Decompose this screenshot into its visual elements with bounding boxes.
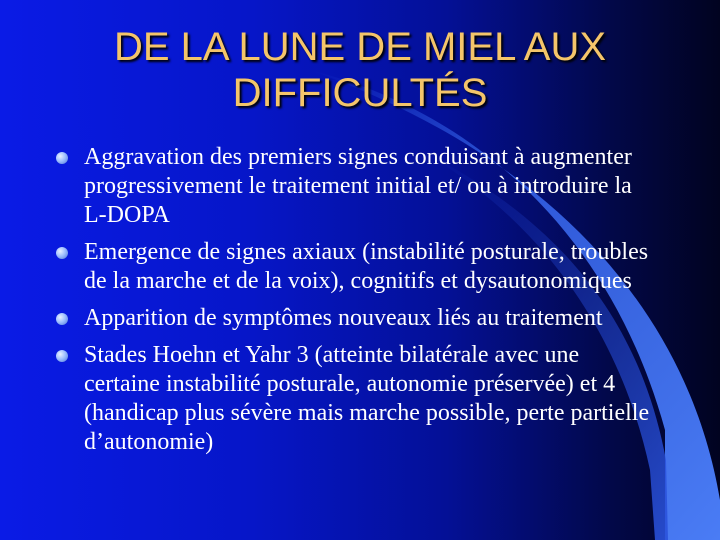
bullet-icon bbox=[56, 152, 68, 164]
list-item bbox=[56, 304, 656, 333]
bullet-text: Apparition de symptômes nouveaux liés au traitement bbox=[84, 305, 603, 331]
bullet-list bbox=[56, 143, 656, 465]
list-item bbox=[56, 341, 656, 457]
bullet-text: Emergence de signes axiaux (instabilité posturale, troubles de la marche et de la voix), cognitifs et dysautonomiques bbox=[84, 239, 649, 294]
bullet-icon bbox=[56, 350, 68, 362]
bullet-text: Aggravation des premiers signes conduisant à augmenter progressivement le traitement initial et/ ou à introduire la L-DOPA bbox=[84, 144, 632, 228]
bullet-icon bbox=[56, 247, 68, 259]
bullet-text: Stades Hoehn et Yahr 3 (atteinte bilatérale avec une certaine instabilité posturale, autonomie préservée) et 4 (handicap plus sévère mais marche possible, perte partielle d’autonomie) bbox=[84, 342, 650, 455]
slide-title: DE LA LUNE DE MIEL AUX DIFFICULTÉS bbox=[113, 25, 607, 115]
list-item bbox=[56, 143, 656, 230]
bullet-icon bbox=[56, 313, 68, 325]
list-item bbox=[56, 238, 656, 296]
